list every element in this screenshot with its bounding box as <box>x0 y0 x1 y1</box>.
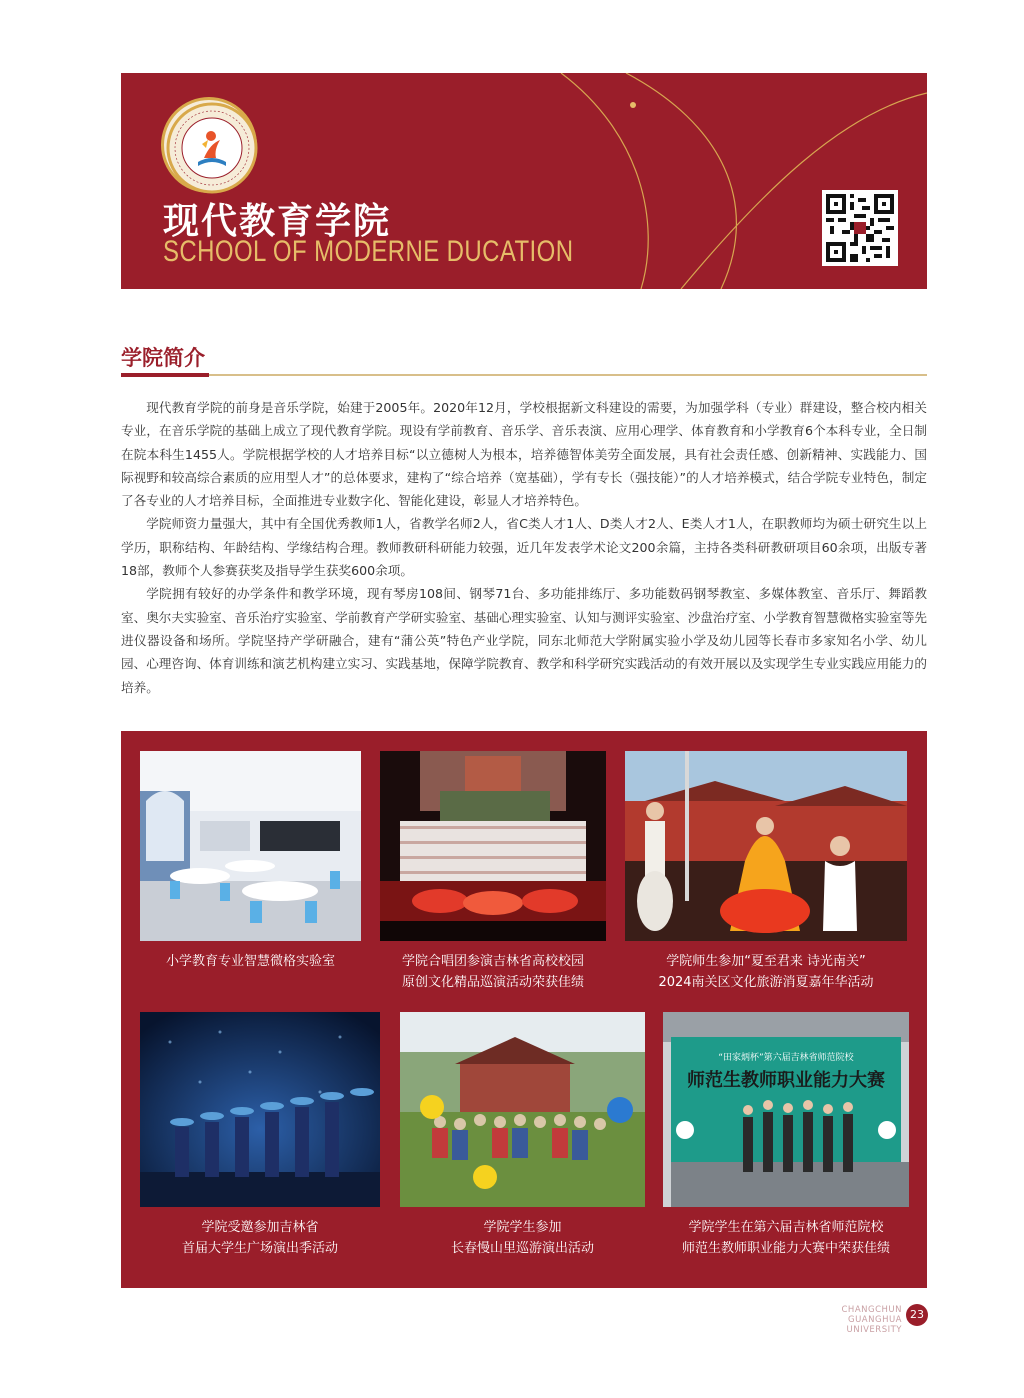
photo-caption: 学院受邀参加吉林省 首届大学生广场演出季活动 <box>181 1220 338 1256</box>
section-title: 学院简介 <box>121 346 205 370</box>
intro-paragraph: 现代教育学院的前身是音乐学院，始建于2005年。2020年12月，学校根据新文科建设的需要，为加强学科（专业）群建设，整合校内相关专业，在音乐学院的基础上成立了现代教育学院。现设有学前教育、音乐学、音乐表演、应用心理学、体育教育和小学教育6个本科专业，全日制在院本科生1455人。学院根据学校的人才培养目标“以立德树人为根本，培养德智体美劳全面发展，具有社会责任感、创新精神、实践能力、国际视野和较高综合素质的应用型人才”的总体要求，建构了“综合培养（宽基础），学有专长（强技能）”的人才培养模式，结合学院专业特色，制定了各专业的人才培养目标，全面推进专业数字化、智能化建设，彰显人才培养特色。 <box>121 400 927 509</box>
section-divider <box>121 374 927 376</box>
photo-parade-group <box>400 1012 645 1207</box>
photo-choir-performance <box>380 751 606 941</box>
page-number: 23 <box>906 1304 928 1326</box>
intro-paragraph: 学院拥有较好的办学条件和教学环境，现有琴房108间、钢琴71台、多功能排练厅、多功能数码钢琴教室、多媒体教室、音乐厅、舞蹈教室、奥尔夫实验室、音乐治疗实验室、学前教育产学研实验室、基础心理实验室、认知与测评实验室、沙盘治疗室、小学教育智慧微格实验室等先进仪器设备和场所。学院坚持产学研融合，建有“蒲公英”特色产业学院，同东北师范大学附属实验小学及幼儿园等长春市多家知名小学、幼儿园、心理咨询、体育训练和演艺机构建立实习、实践基地，保障学院教育、教学和科学研究实践活动的有效开展以及实现学生专业实践应用能力的培养。 <box>121 586 927 695</box>
photo-square-performance <box>140 1012 380 1207</box>
qr-code <box>822 190 898 266</box>
photo-caption: 学院师生参加“夏至君来 诗光南关” 2024南关区文化旅游消夏嘉年华活动 <box>658 954 874 990</box>
photo-summer-festival <box>625 751 907 941</box>
header-banner <box>121 73 927 289</box>
competition-banner-line2: 师范生教师职业能力大赛 <box>687 1070 885 1091</box>
photo-teaching-competition <box>663 1012 909 1207</box>
photo-caption: 学院学生参加 长春慢山里巡游演出活动 <box>450 1220 594 1256</box>
college-logo <box>161 97 257 193</box>
page-subtitle-en: SCHOOL OF MODERNE DUCATION <box>163 235 574 268</box>
photo-microteaching-lab <box>140 751 361 941</box>
page-title: 现代教育学院 <box>163 201 392 242</box>
intro-paragraph: 学院师资力量强大，其中有全国优秀教师1人，省教学名师2人，省C类人才1人、D类人才2人、E类人才1人，在职教师均为硕士研究生以上学历，职称结构、年龄结构、学缘结构合理。教师教研科研能力较强，近几年发表学术论文200余篇，主持各类科研教研项目60余项，出版专著18部，教师个人参赛获奖及指导学生获奖600余项。 <box>121 516 927 579</box>
photo-caption: 小学教育专业智慧微格实验室 <box>165 954 335 969</box>
footer-university-name: CHANGCHUN GUANGHUA UNIVERSITY <box>841 1305 902 1335</box>
competition-banner-line1: “田家炳杯”第六届吉林省师范院校 <box>718 1053 854 1063</box>
intro-text <box>121 396 927 699</box>
photo-panel <box>121 731 927 1288</box>
photo-caption: 学院学生在第六届吉林省师范院校 师范生教师职业能力大赛中荣获佳绩 <box>681 1220 890 1256</box>
section-divider-accent <box>121 373 209 377</box>
logo-emblem <box>164 100 260 196</box>
photo-caption: 学院合唱团参演吉林省高校校园 原创文化精品巡演活动荣获佳绩 <box>401 954 584 990</box>
